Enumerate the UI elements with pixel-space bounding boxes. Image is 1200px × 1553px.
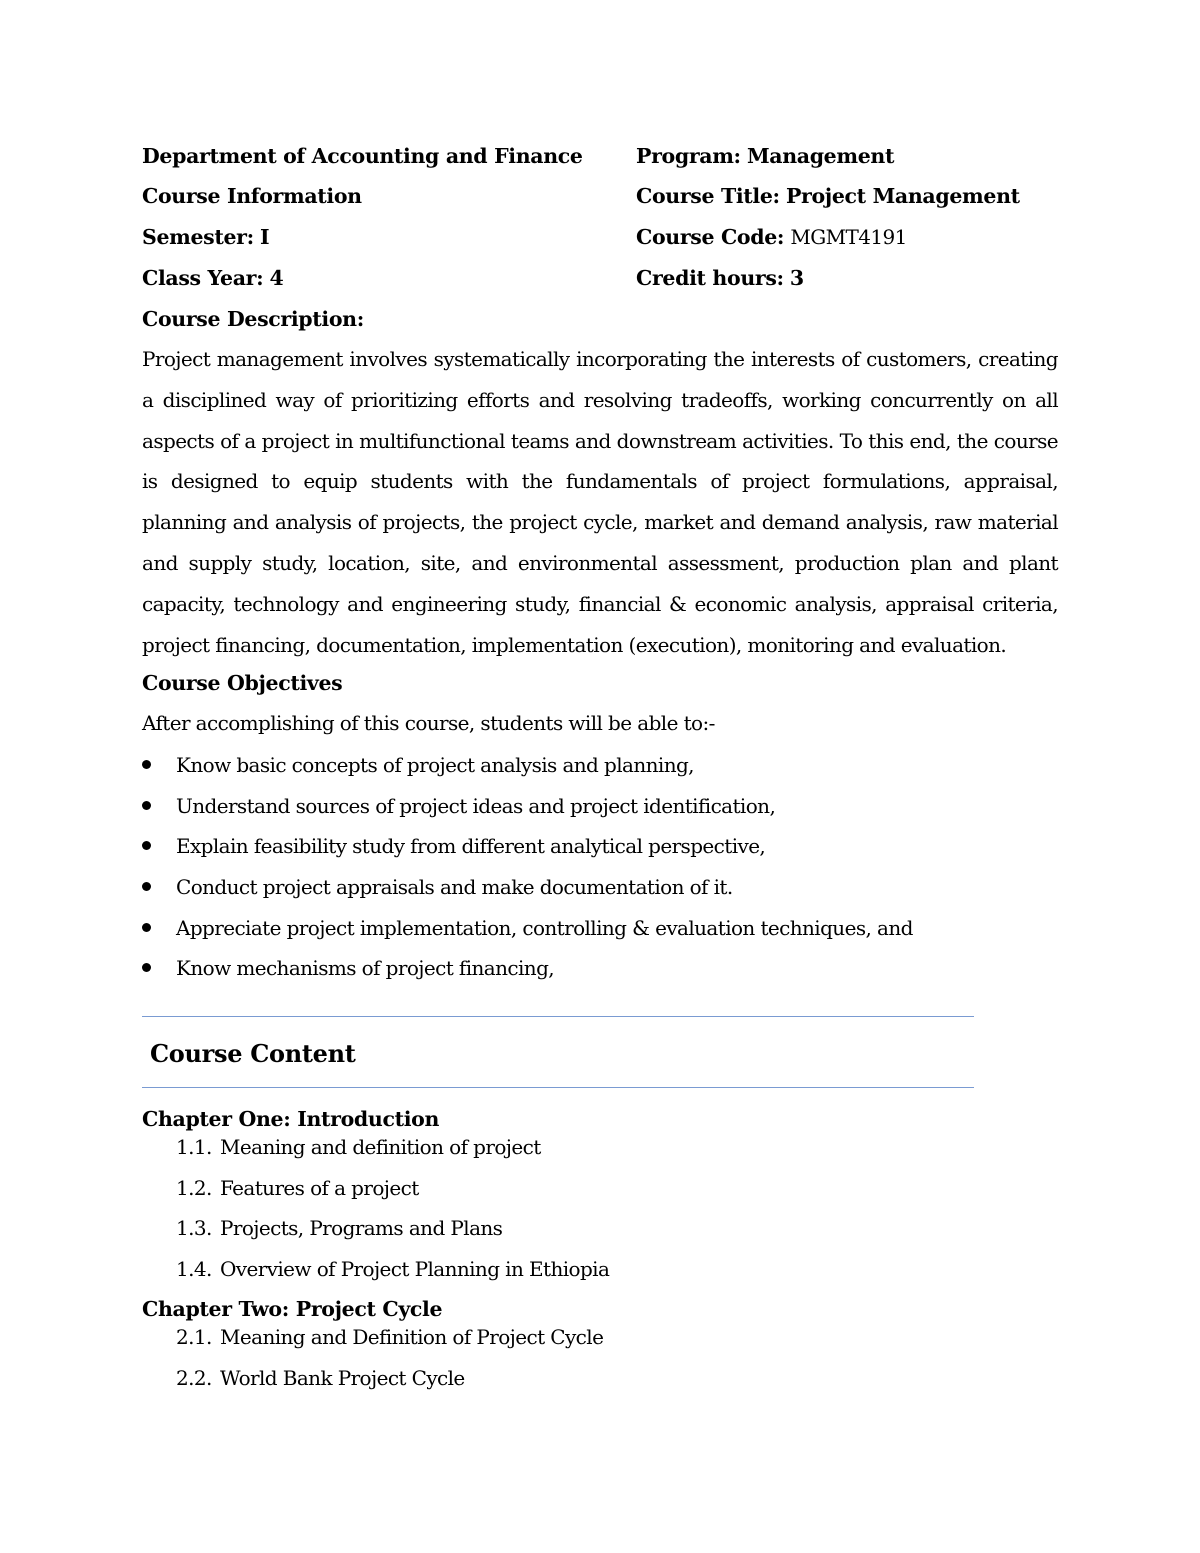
bullet-icon [142,801,151,810]
section-number: 2.1. [176,1325,212,1349]
section-number: 1.4. [176,1257,212,1281]
course-code-value: MGMT4191 [790,225,907,249]
top-divider [142,1016,974,1017]
section-title: Overview of Project Planning in Ethiopia [220,1257,610,1281]
program-label: Program: [636,144,741,168]
course-title-line [636,184,1020,208]
section-item [176,1325,603,1349]
program-line [636,144,894,168]
bottom-divider [142,1087,974,1088]
section-item [176,1135,541,1159]
section-title: Features of a project [220,1176,419,1200]
objective-item [142,867,913,908]
course-description-text: Project management involves systematically incorporating the interests of customers, creating a disciplined way of prioritizing efforts and resolving tradeoffs, working concurrently on all aspects of a project in multifunctional teams and downstream activities. To this end, the course is designed to equip students with the fundamentals of project formulations, appraisal, planning and analysis of projects, the project cycle, market and demand analysis, raw material and supply study, location, site, and environmental assessment, production plan and plant capacity, technology and engineering study, financial & economic analysis, appraisal criteria, project financing, documentation, implementation (execution), monitoring and evaluation. [142,347,1058,657]
credit-hours-label: Credit hours: [636,266,784,290]
section-title: Meaning and Definition of Project Cycle [220,1325,604,1349]
objective-text: Understand sources of project ideas and project identification, [176,793,776,818]
objective-item [142,745,913,786]
course-description-heading: Course Description: [142,307,364,331]
class-year-label: Class Year: [142,266,264,290]
bullet-icon [142,923,151,932]
semester-line [142,225,269,249]
objective-item [142,948,913,989]
section-title: Projects, Programs and Plans [220,1216,503,1240]
objective-item [142,908,913,949]
section-title: World Bank Project Cycle [220,1366,465,1390]
section-number: 1.1. [176,1135,212,1159]
section-item [176,1216,502,1240]
bullet-icon [142,841,151,850]
section-number: 1.2. [176,1176,212,1200]
course-title-value: Project Management [785,184,1020,208]
course-code-label: Course Code: [636,225,785,249]
course-content-heading: Course Content [150,1039,356,1068]
objective-text: Explain feasibility study from different analytical perspective, [176,834,766,859]
bullet-icon [142,760,151,769]
objective-item [142,786,913,827]
section-item [176,1257,609,1281]
semester-label: Semester: [142,225,254,249]
department-name: Department of Accounting and Finance [142,144,583,168]
section-number: 1.3. [176,1216,212,1240]
section-number: 2.2. [176,1366,212,1390]
section-title: Meaning and definition of project [220,1135,541,1159]
objective-text: Appreciate project implementation, controlling & evaluation techniques, and [176,915,913,940]
class-year-value: 4 [269,266,284,290]
objective-text: Know basic concepts of project analysis and planning, [176,753,694,777]
semester-value: I [260,225,270,249]
course-title-label: Course Title: [636,184,780,208]
credit-hours-value: 3 [789,266,804,290]
section-item [176,1176,419,1200]
program-value: Management [746,144,895,168]
course-objectives-intro: After accomplishing of this course, students will be able to:- [142,711,715,735]
course-code-line [636,225,907,249]
course-information-label: Course Information [142,184,362,208]
chapter-title: Chapter One: Introduction [142,1107,440,1131]
objective-item [142,826,913,867]
bullet-icon [142,963,151,972]
section-item [176,1366,465,1390]
credit-hours-line [636,266,804,290]
objectives-list [142,745,913,989]
course-objectives-heading: Course Objectives [142,671,343,695]
chapter-title: Chapter Two: Project Cycle [142,1297,443,1321]
class-year-line [142,266,283,290]
objective-text: Conduct project appraisals and make documentation of it. [176,875,733,900]
bullet-icon [142,882,151,891]
objective-text: Know mechanisms of project financing, [176,956,555,981]
